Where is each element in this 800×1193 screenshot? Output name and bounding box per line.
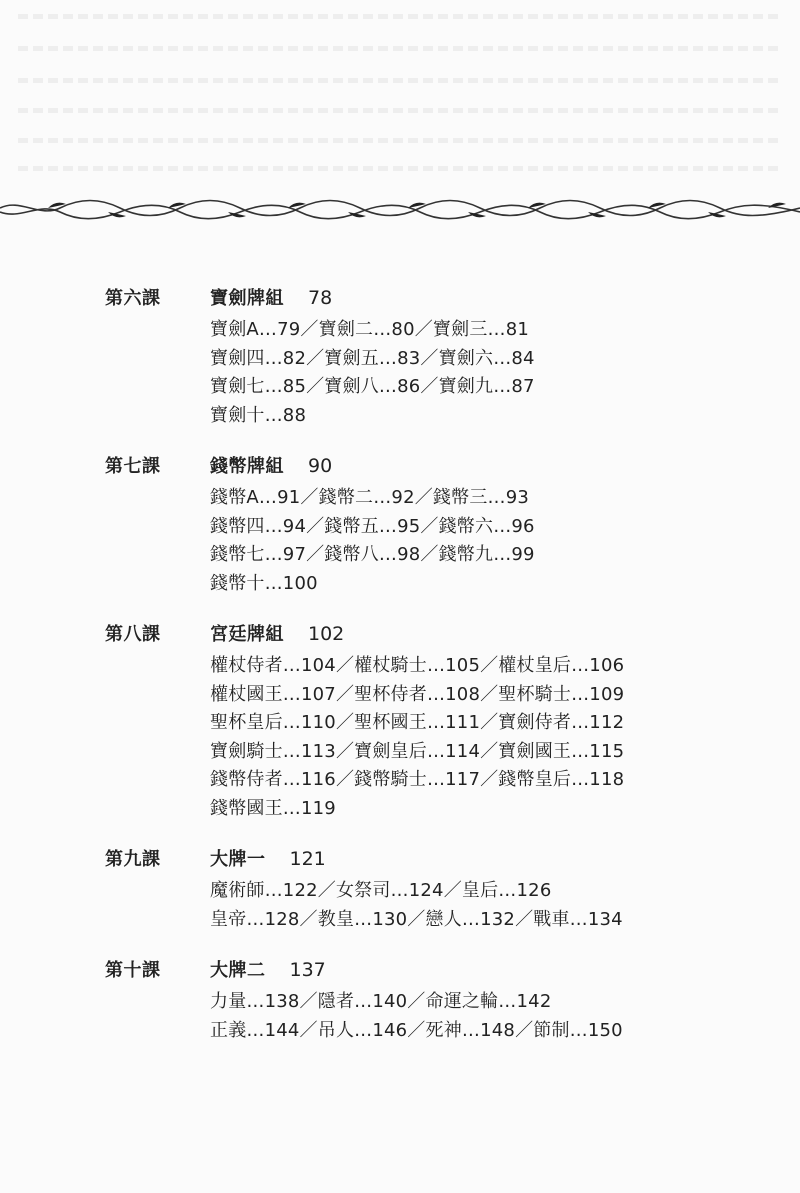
toc-entry-line: 寶劍騎士…113／寶劍皇后…114／寶劍國王…115 [210, 740, 625, 762]
toc-entry-line: 聖杯皇后…110／聖杯國王…111／寶劍侍者…112 [210, 712, 625, 733]
lesson-number: 第九課 [105, 849, 161, 870]
section-page-number: 121 [289, 848, 326, 870]
toc-entry-line: 錢幣國王…119 [210, 797, 336, 819]
toc-section-heading [105, 845, 725, 877]
toc-entries [210, 316, 725, 430]
lesson-number: 第八課 [105, 624, 161, 645]
toc-entry-line: 寶劍四…82／寶劍五…83／寶劍六…84 [210, 347, 535, 369]
section-title: 寶劍牌組 [210, 288, 284, 309]
table-of-contents [105, 284, 725, 1045]
toc-entry-line: 錢幣十…100 [210, 572, 318, 594]
toc-entry-line: 錢幣侍者…116／錢幣騎士…117／錢幣皇后…118 [210, 769, 625, 790]
section-page-number: 78 [308, 287, 333, 309]
toc-entries [210, 484, 725, 598]
toc-entries [210, 652, 725, 823]
section-page-number: 90 [308, 455, 333, 477]
toc-entry-line: 錢幣A…91／錢幣二…92／錢幣三…93 [210, 487, 530, 508]
toc-section-heading [105, 956, 725, 988]
toc-section-heading [105, 620, 725, 652]
toc-entry-line: 皇帝…128／教皇…130／戀人…132／戰車…134 [210, 908, 623, 930]
toc-entry-line: 錢幣四…94／錢幣五…95／錢幣六…96 [210, 515, 535, 537]
toc-entry-line: 權杖國王…107／聖杯侍者…108／聖杯騎士…109 [210, 683, 625, 705]
section-title: 錢幣牌組 [210, 456, 284, 477]
toc-entry-line: 力量…138／隱者…140／命運之輪…142 [210, 991, 552, 1012]
toc-section-lesson-9 [105, 845, 725, 934]
toc-section-lesson-10 [105, 956, 725, 1045]
toc-entry-line: 寶劍七…85／寶劍八…86／寶劍九…87 [210, 376, 535, 397]
toc-section-lesson-7 [105, 452, 725, 598]
section-page-number: 137 [289, 959, 326, 981]
lesson-number: 第七課 [105, 456, 161, 477]
toc-section-lesson-8 [105, 620, 725, 823]
section-title: 大牌一 [210, 849, 266, 870]
section-title: 宮廷牌組 [210, 624, 284, 645]
toc-entries [210, 988, 725, 1045]
toc-entry-line: 魔術師…122／女祭司…124／皇后…126 [210, 880, 552, 901]
section-page-number: 102 [308, 623, 345, 645]
toc-entries [210, 877, 725, 934]
toc-entry-line: 權杖侍者…104／權杖騎士…105／權杖皇后…106 [210, 655, 625, 676]
section-title: 大牌二 [210, 960, 266, 981]
toc-entry-line: 正義…144／吊人…146／死神…148／節制…150 [210, 1019, 623, 1041]
vine-ornament-divider [0, 190, 800, 230]
toc-section-heading [105, 452, 725, 484]
lesson-number: 第十課 [105, 960, 161, 981]
toc-section-heading [105, 284, 725, 316]
toc-entry-line: 寶劍十…88 [210, 404, 307, 426]
toc-entry-line: 錢幣七…97／錢幣八…98／錢幣九…99 [210, 544, 535, 565]
toc-section-lesson-6 [105, 284, 725, 430]
faded-preceding-text [0, 0, 800, 195]
lesson-number: 第六課 [105, 288, 161, 309]
toc-entry-line: 寶劍A…79／寶劍二…80／寶劍三…81 [210, 319, 530, 340]
